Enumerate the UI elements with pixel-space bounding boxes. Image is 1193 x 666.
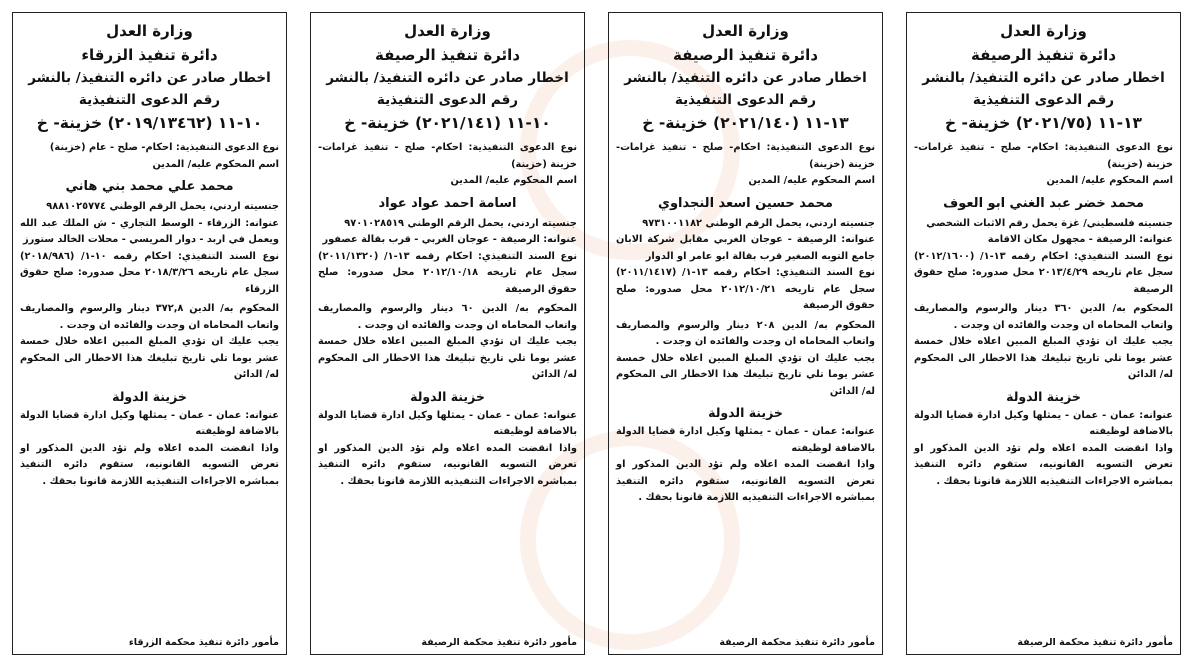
amount: المحكوم به/ الدين ٣٦٠ دينار والرسوم والمصاريف واتعاب المحاماه ان وجدت والفائده ان وجدت .: [914, 303, 1173, 331]
signature: مأمور دائرة تنفيذ محكمة الزرقاء: [128, 637, 279, 648]
signature: مأمور دائرة تنفيذ محكمة الرصيفة: [421, 637, 577, 648]
nationality: جنسيته اردني، يحمل الرقم الوطني ٩٧٠١٠٢٨٥١٩: [344, 217, 577, 229]
pay-notice: يجب عليك ان تؤدي المبلغ المبين اعلاه خلال خمسة عشر يوما تلي تاريخ تبليغك هذا الاخطار الى المحكوم له/ الدائن: [914, 336, 1173, 380]
notice-column: [12, 12, 287, 655]
creditor-address: عنوانه: عمان - عمان - يمثلها وكيل ادارة قضايا الدولة بالاضافة لوظيفته: [318, 409, 577, 437]
department-heading: دائرة تنفيذ الرصيفة: [672, 46, 819, 64]
creditor-name: خزينة الدولة: [410, 388, 485, 404]
nationality: جنسيته فلسطيني/ غزة يحمل رقم الاثبات الشخصي: [926, 217, 1173, 229]
address: عنوانه: الزرقاء - الوسط التجاري - ش الملك عبد الله ويعمل في اربد - دوار المريسي - محلات الخالد ستورز: [20, 217, 279, 245]
creditor-address: عنوانه: عمان - عمان - يمثلها وكيل ادارة قضايا الدولة بالاضافة لوظيفته: [914, 409, 1173, 437]
notice-type: اخطار صادر عن دائره التنفيذ/ بالنشر: [28, 70, 271, 86]
case-label: رقم الدعوى التنفيذية: [674, 92, 817, 108]
defendant-label: اسم المحكوم عليه/ المدين: [152, 158, 279, 170]
warning: واذا انقضت المده اعلاه ولم تؤد الدين المذكور او تعرض التسويه القانونيه، ستقوم دائره التنفيذ بمباشره الاجراءات التنفيذيه اللازمة قانونا بحقك .: [914, 442, 1173, 487]
case-kind: نوع الدعوى التنفيذية: احكام- صلح - تنفيذ غرامات- خزينة (خزينة): [318, 142, 577, 170]
case-number: ١٠-١١ (٢٠٢١/١٤١) خزينة- خ: [344, 114, 551, 132]
warning: واذا انقضت المده اعلاه ولم تؤد الدين المذكور او تعرض التسويه القانونيه، ستقوم دائره التنفيذ بمباشره الاجراءات التنفيذيه اللازمة قانونا بحقك .: [318, 442, 577, 487]
defendant-name: اسامة احمد عواد عواد: [378, 195, 517, 211]
ministry-heading: وزارة العدل: [404, 22, 491, 40]
case-number: ١٣-١١ (٢٠٢١/٧٥) خزينة- خ: [944, 114, 1143, 132]
defendant-label: اسم المحكوم عليه/ المدين: [748, 175, 875, 186]
notice-type: اخطار صادر عن دائره التنفيذ/ بالنشر: [326, 70, 569, 86]
warning: واذا انقضت المده اعلاه ولم تؤد الدين المذكور او تعرض التسويه القانونيه، ستقوم دائره التنفيذ بمباشره الاجراءات التنفيذيه اللازمة قانونا بحقك .: [616, 459, 875, 503]
amount: المحكوم به/ الدين ٦٠ دينار والرسوم والمصاريف واتعاب المحاماه ان وجدت والفائده ان وجدت .: [318, 303, 578, 331]
creditor-name: خزينة الدولة: [708, 405, 783, 420]
deed: نوع السند التنفيذي: احكام رقمه ١٠-١/ (٢٠١٨/٩٨٦) سجل عام تاريخه ٢٠١٨/٣/٢٦ محل صدوره: صلح حقوق الزرقاء: [20, 250, 279, 295]
creditor-address: عنوانه: عمان - عمان - يمثلها وكيل ادارة قضايا الدولة بالاضافة لوظيفته: [616, 426, 875, 454]
nationality: جنسيته اردني، يحمل الرقم الوطني ٩٨٨١٠٢٥٧٧٤: [46, 201, 279, 212]
signature: مأمور دائرة تنفيذ محكمة الرصيفة: [1017, 637, 1173, 648]
case-kind: نوع الدعوى التنفيذية: احكام- صلح - تنفيذ غرامات- خزينة (خزينة): [616, 142, 875, 170]
case-label: رقم الدعوى التنفيذية: [376, 92, 519, 108]
nationality: جنسيته اردني، يحمل الرقم الوطني ٩٧٣١٠٠١١٨٢: [642, 217, 875, 229]
warning: واذا انقضت المده اعلاه ولم تؤد الدين المذكور او تعرض التسويه القانونيه، ستقوم دائره التنفيذ بمباشره الاجراءات التنفيذيه اللازمة قانونا بحقك .: [20, 442, 279, 487]
ministry-heading: وزارة العدل: [106, 22, 193, 40]
case-number: ١٣-١١ (٢٠٢١/١٤٠) خزينة- خ: [642, 114, 849, 132]
deed: نوع السند التنفيذي: احكام رقمه ١٣-١/ (٢٠١٢/١٦٠٠) سجل عام تاريخه ٢٠١٣/٤/٢٩ محل صدوره: صلح حقوق الرصيفة: [914, 250, 1173, 295]
notice-column: [310, 12, 585, 655]
case-label: رقم الدعوى التنفيذية: [78, 92, 221, 108]
defendant-name: محمد خضر عبد الغني ابو العوف: [943, 195, 1144, 211]
case-kind: نوع الدعوى التنفيذية: احكام- صلح - عام (خزينة): [49, 142, 279, 153]
defendant-name: محمد حسين اسعد النجداوي: [658, 195, 833, 211]
creditor-name: خزينة الدولة: [1006, 388, 1081, 404]
creditor-name: خزينة الدولة: [112, 388, 187, 404]
notice-type: اخطار صادر عن دائره التنفيذ/ بالنشر: [624, 70, 867, 86]
ministry-heading: وزارة العدل: [702, 22, 789, 40]
department-heading: دائرة تنفيذ الزرقاء: [81, 46, 218, 64]
address: عنوانه: الرصيفة - مجهول مكان الاقامة: [987, 234, 1173, 245]
notice-column: [906, 12, 1181, 655]
amount: المحكوم به/ الدين ٣٧٢,٨ دينار والرسوم والمصاريف واتعاب المحاماه ان وجدت والفائده ان وجدت .: [20, 303, 279, 331]
signature: مأمور دائرة تنفيذ محكمة الرصيفة: [719, 637, 875, 648]
case-label: رقم الدعوى التنفيذية: [972, 92, 1115, 108]
department-heading: دائرة تنفيذ الرصيفة: [374, 46, 521, 64]
deed: نوع السند التنفيذي: احكام رقمه ١٣-١/ (٢٠١١/١٤١٧) سجل عام تاريخه ٢٠١٢/١٠/٢١ محل صدوره: صلح حقوق الرصيفة: [616, 267, 875, 311]
pay-notice: يجب عليك ان تؤدي المبلغ المبين اعلاه خلال خمسة عشر يوما تلي تاريخ تبليغك هذا الاخطار الى المحكوم له/ الدائن: [318, 336, 577, 380]
pay-notice: يجب عليك ان تؤدي المبلغ المبين اعلاه خلال خمسة عشر يوما تلي تاريخ تبليغك هذا الاخطار الى المحكوم له/ الدائن: [20, 336, 279, 380]
pay-notice: يجب عليك ان تؤدي المبلغ المبين اعلاه خلال خمسة عشر يوما تلي تاريخ تبليغك هذا الاخطار الى المحكوم له/ الدائن: [616, 352, 875, 397]
defendant-label: اسم المحكوم عليه/ المدين: [450, 175, 577, 186]
department-heading: دائرة تنفيذ الرصيفة: [970, 46, 1117, 64]
notice-type: اخطار صادر عن دائره التنفيذ/ بالنشر: [922, 70, 1165, 86]
case-number: ١٠-١١ (٢٠١٩/١٣٤٦٢) خزينة- خ: [36, 114, 263, 132]
ministry-heading: وزارة العدل: [1000, 22, 1087, 40]
defendant-name: محمد علي محمد بني هاني: [65, 179, 234, 194]
deed: نوع السند التنفيذي: احكام رقمه ١٣-١/ (٢٠١١/١٣٢٠) سجل عام تاريخه ٢٠١٢/١٠/١٨ محل صدوره: صلح حقوق الرصيفة: [318, 250, 577, 295]
case-kind: نوع الدعوى التنفيذية: احكام- صلح - تنفيذ غرامات- خزينة (خزينة): [914, 142, 1173, 170]
creditor-address: عنوانه: عمان - عمان - يمثلها وكيل ادارة قضايا الدولة بالاضافة لوظيفته: [20, 409, 279, 437]
notice-column: [608, 12, 883, 655]
amount: المحكوم به/ الدين ٢٠٨ دينار والرسوم والمصاريف واتعاب المحاماه ان وجدت والفائده ان وجدت .: [616, 319, 875, 347]
address: عنوانه: الرصيفة - عوجان الغربي - قرب بقالة عصفور: [322, 234, 577, 245]
address: عنوانه: الرصيفة - عوجان الغربي مقابل شركة الابان جامع التوبه الصغير قرب بقالة ابو عامر او الدوار: [616, 234, 875, 262]
defendant-label: اسم المحكوم عليه/ المدين: [1046, 175, 1173, 186]
